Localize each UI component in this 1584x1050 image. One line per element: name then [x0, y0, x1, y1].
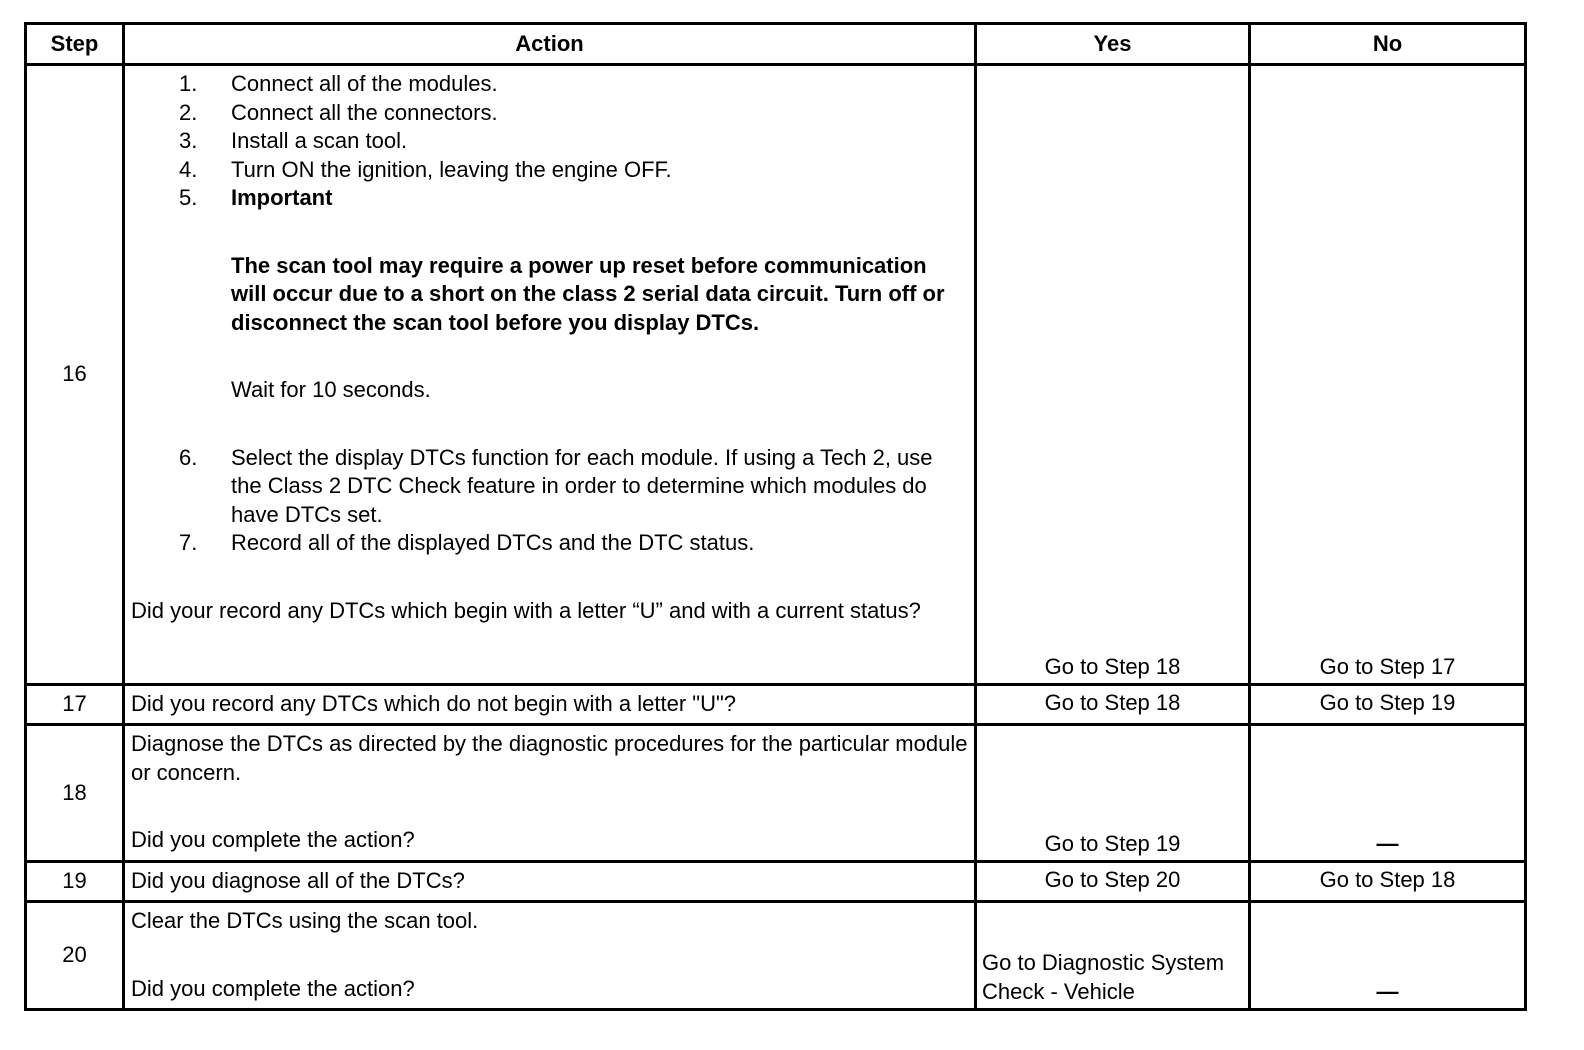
no-cell: Go to Step 18 — [1250, 862, 1526, 902]
table-row-17 — [26, 685, 1526, 725]
yes-cell: Go to Diagnostic System Check - Vehicle — [976, 902, 1250, 1010]
action-text: Clear the DTCs using the scan tool. — [131, 908, 479, 933]
action-text: Diagnose the DTCs as directed by the diagnostic procedures for the particular module or concern. — [131, 731, 968, 785]
yes-cell: Go to Step 18 — [976, 65, 1250, 685]
no-cell: Go to Step 17 — [1250, 65, 1526, 685]
action-cell — [124, 725, 976, 862]
list-item: 7. Record all of the displayed DTCs and the DTC status. — [179, 530, 755, 555]
yes-cell: Go to Step 18 — [976, 685, 1250, 725]
yes-cell: Go to Step 20 — [976, 862, 1250, 902]
list-item: 4. Turn ON the ignition, leaving the engine OFF. — [179, 156, 672, 182]
question-text: Did you record any DTCs which do not begin with a letter "U"? — [124, 685, 976, 725]
header-action: Action — [124, 24, 976, 65]
table-row-16 — [26, 65, 1526, 685]
question-text: Did your record any DTCs which begin with a letter “U” and with a current status? — [131, 597, 921, 623]
table-row-18 — [26, 725, 1526, 862]
step-number: 17 — [26, 685, 124, 725]
header-no: No — [1250, 24, 1526, 65]
question-text: Did you complete the action? — [131, 827, 415, 852]
question-text: Did you complete the action? — [131, 975, 415, 1001]
yes-cell: Go to Step 19 — [976, 725, 1250, 862]
table-row-20 — [26, 902, 1526, 1010]
header-row — [26, 24, 1526, 65]
list-item: 6. Select the display DTCs function for each module. If using a Tech 2, use the Class 2 DTC Check feature in order to determine which modules do have DTCs set. — [179, 444, 933, 527]
list-item: 2. Connect all the connectors. — [179, 99, 498, 125]
no-cell: — — [1250, 725, 1526, 862]
diagnostic-procedure-table — [24, 22, 1527, 1011]
important-note: The scan tool may require a power up reset before communication will occur due to a short on the class 2 serial data circuit. Turn off or disconnect the scan tool before you display DTCs. — [231, 252, 945, 335]
instruction-list — [131, 70, 968, 558]
question-text: Did you diagnose all of the DTCs? — [124, 862, 976, 902]
header-yes: Yes — [976, 24, 1250, 65]
header-step: Step — [26, 24, 124, 65]
no-cell: Go to Step 19 — [1250, 685, 1526, 725]
list-item: 1. Connect all of the modules. — [179, 71, 498, 96]
no-cell: — — [1250, 902, 1526, 1010]
table-row-19 — [26, 862, 1526, 902]
important-label: Important — [231, 185, 333, 210]
wait-text: Wait for 10 seconds. — [231, 377, 431, 402]
action-cell — [124, 902, 976, 1010]
action-cell — [124, 65, 976, 685]
list-item: 5. Important The scan tool may require a power up reset before communication will occur due to a short on the class 2 serial data circuit. Turn off or disconnect the scan tool before you display DTCs. Wait for 10 seconds. — [131, 184, 968, 444]
step-number: 20 — [26, 902, 124, 1010]
step-number: 18 — [26, 725, 124, 862]
step-number: 16 — [26, 65, 124, 685]
step-number: 19 — [26, 862, 124, 902]
list-item: 3. Install a scan tool. — [179, 128, 408, 153]
